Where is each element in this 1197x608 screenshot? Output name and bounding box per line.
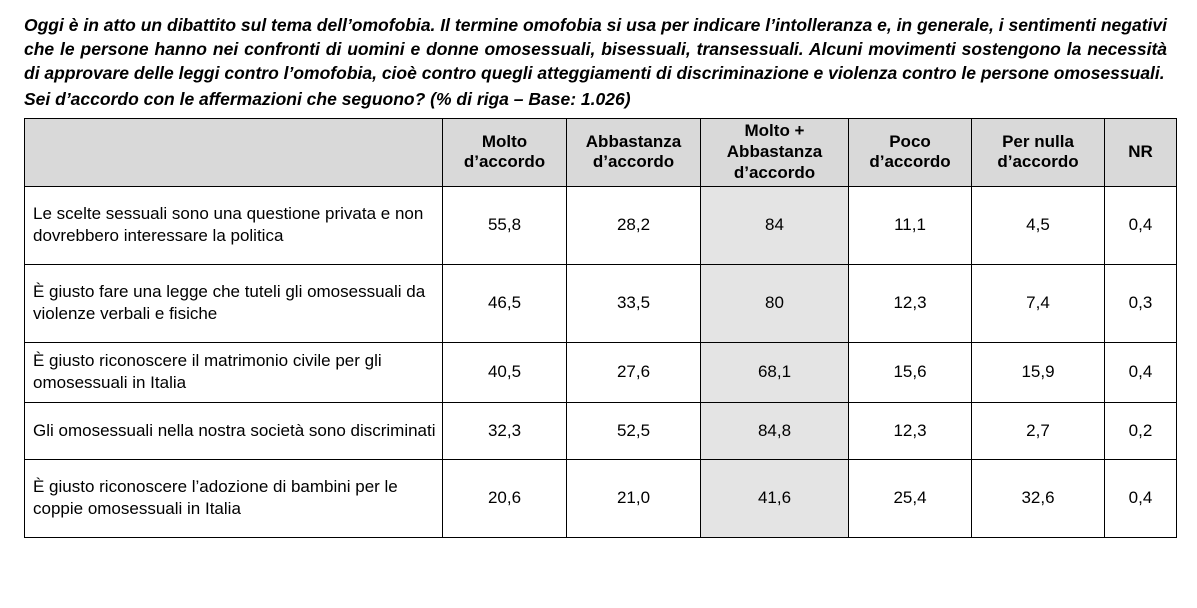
- cell-per-nulla: 7,4: [972, 264, 1105, 342]
- table-row: [25, 264, 1177, 342]
- cell-molto-abbastanza: 84: [701, 186, 849, 264]
- table-header-molto: Molto d’accordo: [443, 118, 567, 186]
- table-row: [25, 186, 1177, 264]
- table-header-nr: NR: [1105, 118, 1177, 186]
- cell-molto: 20,6: [443, 459, 567, 537]
- cell-poco: 15,6: [849, 342, 972, 402]
- table-header-corner: [25, 118, 443, 186]
- table-row: [25, 402, 1177, 459]
- cell-nr: 0,2: [1105, 402, 1177, 459]
- cell-per-nulla: 32,6: [972, 459, 1105, 537]
- cell-molto-abbastanza: 41,6: [701, 459, 849, 537]
- row-label: È giusto fare una legge che tuteli gli omosessuali da violenze verbali e fisiche: [25, 264, 443, 342]
- cell-molto-abbastanza: 80: [701, 264, 849, 342]
- cell-nr: 0,4: [1105, 342, 1177, 402]
- cell-abbastanza: 27,6: [567, 342, 701, 402]
- cell-per-nulla: 4,5: [972, 186, 1105, 264]
- cell-molto: 55,8: [443, 186, 567, 264]
- cell-nr: 0,4: [1105, 186, 1177, 264]
- cell-molto-abbastanza: 84,8: [701, 402, 849, 459]
- results-table: [24, 118, 1177, 538]
- cell-poco: 11,1: [849, 186, 972, 264]
- cell-molto: 40,5: [443, 342, 567, 402]
- cell-abbastanza: 21,0: [567, 459, 701, 537]
- cell-molto-abbastanza: 68,1: [701, 342, 849, 402]
- table-header-per-nulla: Per nulla d’accordo: [972, 118, 1105, 186]
- cell-per-nulla: 15,9: [972, 342, 1105, 402]
- cell-molto: 32,3: [443, 402, 567, 459]
- cell-molto: 46,5: [443, 264, 567, 342]
- table-header-poco: Poco d’accordo: [849, 118, 972, 186]
- table-header-row: [25, 118, 1177, 186]
- row-label: È giusto riconoscere il matrimonio civile per gli omosessuali in Italia: [25, 342, 443, 402]
- table-row: [25, 459, 1177, 537]
- cell-nr: 0,3: [1105, 264, 1177, 342]
- row-label: Gli omosessuali nella nostra società sono discriminati: [25, 402, 443, 459]
- row-label: Le scelte sessuali sono una questione privata e non dovrebbero interessare la politica: [25, 186, 443, 264]
- table-row: [25, 342, 1177, 402]
- question-line: Sei d’accordo con le affermazioni che seguono? (% di riga – Base: 1.026): [24, 88, 631, 109]
- cell-poco: 12,3: [849, 402, 972, 459]
- table-body: [25, 186, 1177, 537]
- cell-poco: 12,3: [849, 264, 972, 342]
- cell-nr: 0,4: [1105, 459, 1177, 537]
- table-header: [25, 118, 1177, 186]
- cell-abbastanza: 28,2: [567, 186, 701, 264]
- row-label: È giusto riconoscere l’adozione di bambini per le coppie omosessuali in Italia: [25, 459, 443, 537]
- cell-abbastanza: 52,5: [567, 402, 701, 459]
- cell-per-nulla: 2,7: [972, 402, 1105, 459]
- intro-paragraph: Oggi è in atto un dibattito sul tema dell’omofobia. Il termine omofobia si usa per indicare l’intolleranza e, in generale, i sentimenti negativi che le persone hanno nei confronti di uomini e donne omosessuali, bisessuali, transessuali. Alcuni movimenti sostengono la necessità di approvare delle leggi contro l’omofobia, cioè contro quegli atteggiamenti di discriminazione e violenza contro le persone omosessuali.: [24, 15, 1167, 83]
- cell-abbastanza: 33,5: [567, 264, 701, 342]
- cell-poco: 25,4: [849, 459, 972, 537]
- table-header-molto-abbastanza: Molto + Abbastanza d’accordo: [701, 118, 849, 186]
- table-header-abbastanza: Abbastanza d’accordo: [567, 118, 701, 186]
